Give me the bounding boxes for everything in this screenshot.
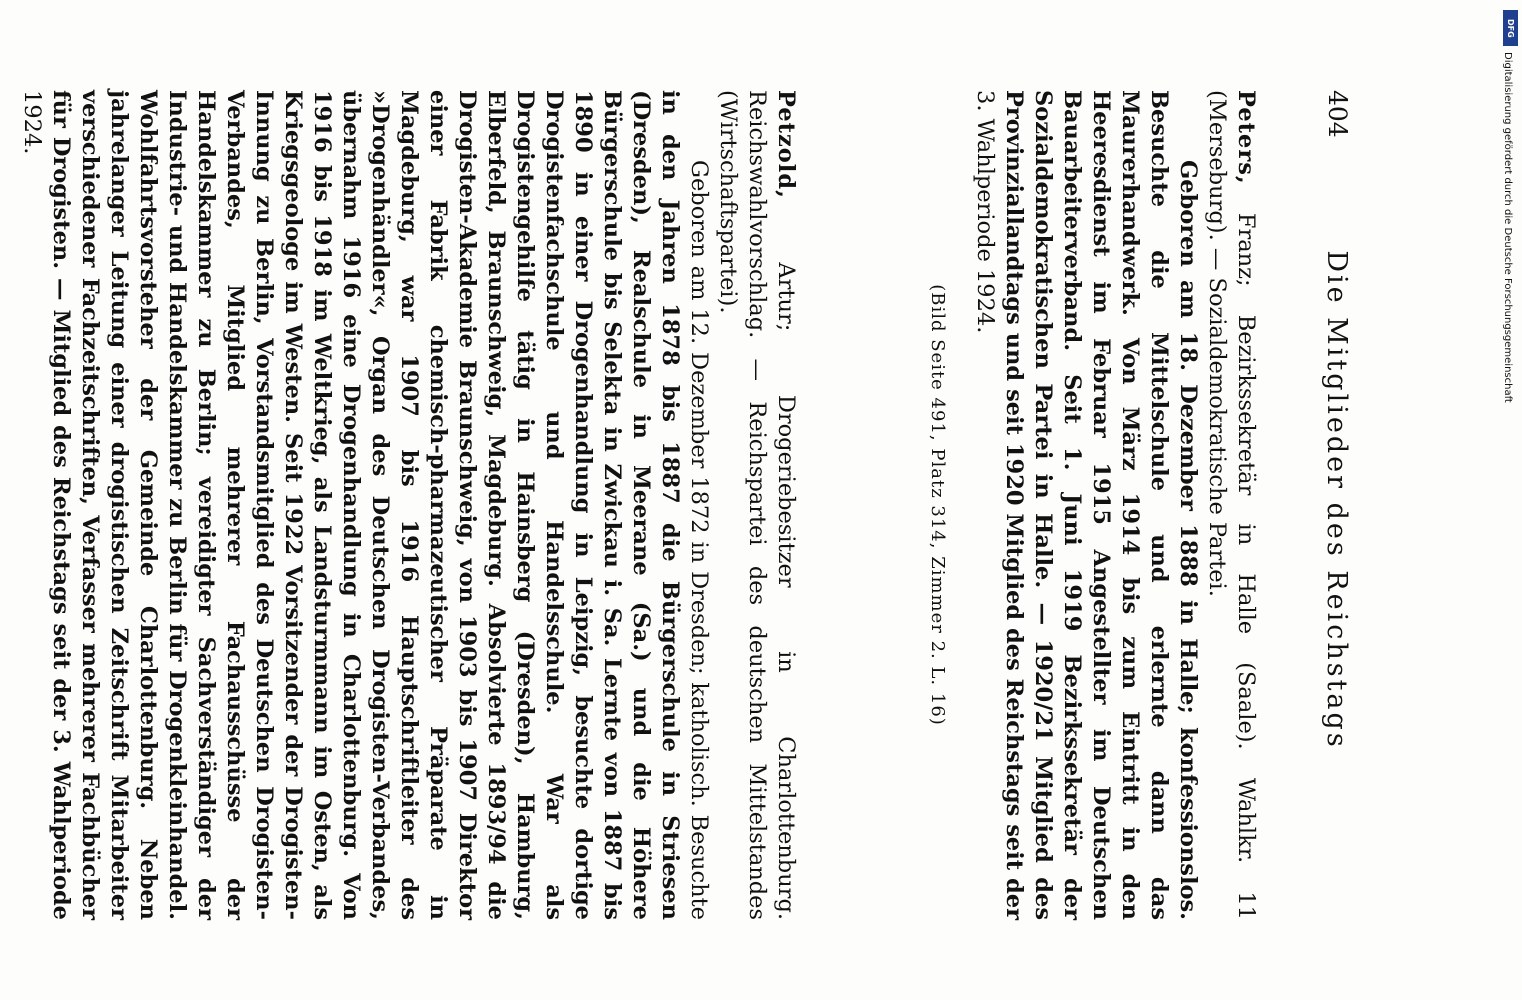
entry-intro-text: Artur; Drogeriebesitzer in Charlottenburg. Reichswahlvorschlag. — Reichspartei des deutschen Mittelstandes (Wirtschaftspartei). — [715, 90, 799, 920]
biography-entry — [0, 90, 800, 920]
running-header — [1312, 70, 1352, 930]
entry-body-tail: 1924. — [19, 90, 45, 155]
entry-intro-text: Franz; Bezirkssekretär in Halle (Saale). Wahlkr. 11 (Merseburg). — Sozialdemokratische Partei. — [1204, 90, 1259, 920]
running-title: Die Mitglieder des Reichstags — [1321, 250, 1352, 750]
entry-body-start: Geboren am 12. Dezember 1872 in Dresden; katholisch. Besuchte — [686, 160, 712, 920]
entry-body-tail: 3. Wahlperiode 1924. — [972, 90, 998, 334]
page-number: 404 — [1323, 90, 1352, 138]
digitization-credit — [1499, 8, 1521, 408]
dfg-credit-text: Digitalisierung gefördert durch die Deutsche Forschungsgemeinschaft — [1502, 52, 1513, 403]
entry-body — [17, 90, 713, 920]
entry-name: Peters, — [1233, 90, 1259, 185]
entry-intro — [1202, 90, 1260, 920]
image-reference: (Bild Seite 491, Platz 314, Zimmer 2. L. 16) — [927, 284, 948, 726]
dfg-logo: DFG — [1503, 10, 1518, 46]
entry-name: Petzold, — [773, 90, 799, 199]
entry-body — [970, 90, 1202, 920]
entry-body-text: in den Jahren 1878 bis 1887 die Bürgerschule in Striesen (Dresden), Realschule in Meerane (Sa.) und die Höhere Bürgerschule bis Selekta in Zwickau i. Sa. Lernte von 1887 bis 1890 in einer Drogenhandlung in Leipzig, besuchte dortige Drogistenfachschule und Handelsschule. War als Drogistengehilfe tätig in Hainsberg (Dresden), Hamburg, Elberfeld, Braunschweig, Magdeburg. Absolvierte 1893/94 die Drogisten-Akademie Braunschweig, von 1903 bis 1907 Direktor einer Fabrik chemisch-pharmazeutischer Präparate in Magdeburg, war 1907 bis 1916 Hauptschriftleiter des »Drogenhändler«, Organ des Deutschen Drogisten-Verbandes, übernahm 1916 eine Drogenhandlung in Charlottenburg. Von 1916 bis 1918 im Weltkrieg, als Landsturmmann im Osten, als Kriegsgeologe im Westen. Seit 1922 Vorsitzender der Drogisten-Innung zu Berlin, Vorstandsmitglied des Deutschen Drogisten-Verbandes, Mitglied mehrerer Fachausschüsse der Handelskammer zu Berlin; vereidigter Sachverständiger der Industrie- und Handelskammer zu Berlin für Drogenkleinhandel. Wohlfahrtsvorsteher der Gemeinde Charlottenburg. Neben jahrelanger Leitung einer drogistischen Zeitschrift Mitarbeiter verschiedener Fachzeitschriften, Verfasser mehrerer Fachbücher für Drogisten. — Mitglied des Reichstags seit der 3. Wahlperiode — [48, 90, 683, 920]
entry-intro — [713, 90, 800, 920]
biography-entry — [923, 90, 1260, 920]
entry-body-text: Geboren am 18. Dezember 1888 in Halle; konfessionslos. Besuchte die Mittelschule und erlernte dann das Maurerhandwerk. Von März 1914 bis zum Eintritt in den Heeresdienst im Februar 1915 Angestellter im Deutschen Bauarbeiterverband. Seit 1. Juni 1919 Bezirkssekretär der Sozialdemokratischen Partei in Halle. — 1920/21 Mitglied des Provinziallandtags und seit 1920 Mitglied des Reichstags seit der — [1001, 90, 1201, 920]
